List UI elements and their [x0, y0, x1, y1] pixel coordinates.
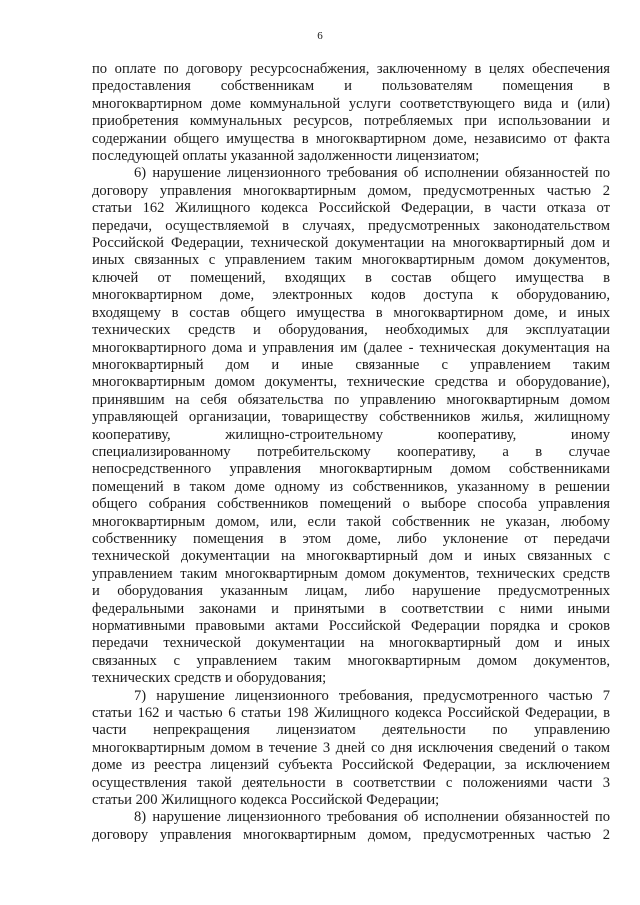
text-line: технических средств и оборудования, необходимых для эксплуатации	[92, 322, 610, 339]
text-line: Российской Федерации, технической документации на многоквартирный дом и	[92, 235, 610, 252]
text-line: передачи, осуществляемой в случаях, предусмотренных законодательством	[92, 217, 610, 234]
text-line: ключей от помещений, входящих в состав общего имущества в	[92, 269, 610, 286]
text-line: управляющей организации, товариществу собственников жилья, жилищному	[92, 409, 610, 426]
text-line: 8) нарушение лицензионного требования об исполнении обязанностей по	[134, 809, 610, 826]
text-line: кооперативу, жилищно-строительному кооперативу, иному	[92, 426, 610, 443]
paragraph-item-8	[92, 809, 610, 844]
text-line: 6) нарушение лицензионного требования об исполнении обязанностей по	[134, 165, 610, 182]
page-number: 6	[317, 30, 323, 42]
text-line: статьи 162 Жилищного кодекса Российской Федерации, в части отказа от	[92, 200, 610, 217]
text-line: многоквартирного дома и управления им (далее - техническая документация на	[92, 339, 610, 356]
text-line: многоквартирным домом, или, если такой собственник не указан, любому	[92, 513, 610, 530]
paragraph-cont	[92, 61, 610, 165]
text-line: и оборудования указанным лицам, либо нарушение предусмотренных	[92, 583, 610, 600]
text-line: многоквартирным домом документы, технические средства и оборудование),	[92, 374, 610, 391]
paragraph-item-6	[92, 165, 610, 687]
text-line: приобретения коммунальных ресурсов, потребляемых при использовании и	[92, 113, 610, 130]
text-line: 7) нарушение лицензионного требования, предусмотренного частью 7	[134, 687, 610, 704]
text-line: многоквартирным домом в течение 3 дней со дня исключения сведений о таком	[92, 739, 610, 756]
text-line: собственнику помещения в этом доме, либо уклонение от передачи	[92, 530, 610, 547]
text-line: принявшим на себя обязательства по управлению многоквартирным домом	[92, 391, 610, 408]
paragraph-item-7	[92, 688, 610, 810]
text-line: помещений в таком доме одному из собственников, указанному в решении	[92, 478, 610, 495]
text-line: договору управления многоквартирным домом, предусмотренных частью 2	[92, 182, 610, 199]
text-line: статьи 162 и частью 6 статьи 198 Жилищного кодекса Российской Федерации, в	[92, 705, 610, 722]
text-line: части непрекращения лицензиатом деятельности по управлению	[92, 722, 610, 739]
text-line: доме из реестра лицензий субъекта Российской Федерации, за исключением	[92, 757, 610, 774]
text-line: федеральными законами и принятыми в соответствии с ними иными	[92, 600, 610, 617]
text-line: технической документации на многоквартирный дом и иных связанных с	[92, 548, 610, 565]
text-line: договору управления многоквартирным домом, предусмотренных частью 2	[92, 826, 610, 843]
text-line: непосредственного управления многоквартирным домом собственниками	[92, 461, 610, 478]
text-line: специализированному потребительскому кооперативу, а в случае	[92, 443, 610, 460]
text-line: статьи 200 Жилищного кодекса Российской Федерации;	[92, 792, 440, 809]
text-line: передачи технической документации на многоквартирный дом и иных	[92, 635, 610, 652]
text-line: по оплате по договору ресурсоснабжения, заключенному в целях обеспечения	[92, 61, 610, 77]
text-line: связанных с управлением таким многоквартирным домом документов,	[92, 652, 610, 669]
text-line: многоквартирном доме, электронных кодов доступа к оборудованию,	[92, 287, 610, 304]
text-line: многоквартирный дом и иные связанные с управлением таким	[92, 356, 610, 373]
document-body	[92, 61, 610, 844]
text-line: общего собрания собственников помещений о выборе способа управления	[92, 496, 610, 513]
text-line: нормативными правовыми актами Российской Федерации порядка и сроков	[92, 618, 610, 634]
text-line: предоставления собственникам и пользователям помещения в	[92, 78, 610, 95]
text-line: многоквартирном доме коммунальной услуги соответствующего вида и (или)	[92, 95, 610, 112]
text-line: последующей оплаты указанной задолженности лицензиатом;	[92, 148, 480, 165]
text-line: иных связанных с управлением таким многоквартирным домом документов,	[92, 252, 610, 269]
text-line: управлением таким многоквартирным домом документов, технических средств	[92, 565, 610, 582]
text-line: входящему в состав общего имущества в многоквартирном доме, и иных	[92, 304, 610, 321]
text-line: технических средств и оборудования;	[92, 670, 327, 687]
text-line: содержании общего имущества в многоквартирном доме, независимо от факта	[92, 130, 610, 147]
text-line: осуществления такой деятельности в соответствии с положениями части 3	[92, 774, 610, 791]
